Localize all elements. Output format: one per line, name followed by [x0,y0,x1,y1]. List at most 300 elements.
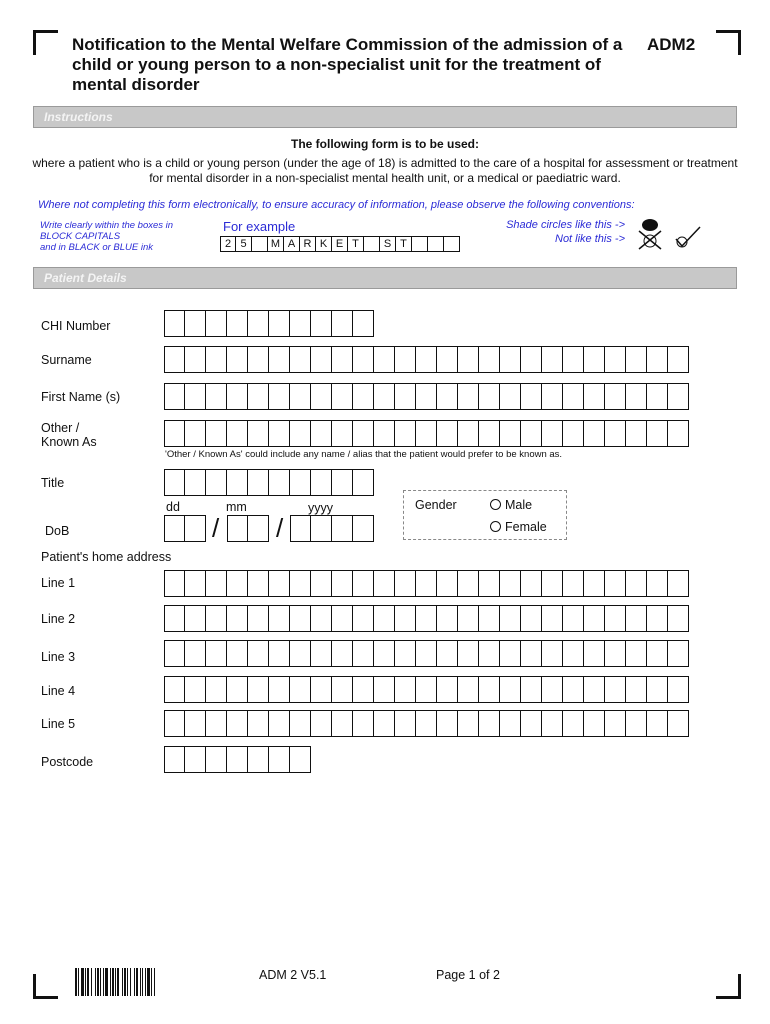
character-box[interactable] [416,570,437,597]
character-box[interactable] [185,420,206,447]
character-box[interactable] [353,346,374,373]
dob-day-field[interactable] [164,515,206,542]
character-box[interactable] [584,570,605,597]
character-box[interactable] [185,383,206,410]
title-field[interactable] [164,469,374,496]
character-box[interactable] [647,676,668,703]
character-box[interactable] [458,640,479,667]
character-box[interactable] [332,515,353,542]
character-box[interactable] [437,640,458,667]
other-known-as-field[interactable] [164,420,689,447]
character-box[interactable] [290,640,311,667]
character-box[interactable] [584,710,605,737]
character-box[interactable] [605,605,626,632]
character-box[interactable] [164,420,185,447]
character-box[interactable] [521,383,542,410]
character-box[interactable] [416,605,437,632]
character-box[interactable] [353,420,374,447]
character-box[interactable] [269,570,290,597]
character-box[interactable] [458,346,479,373]
example-character-box [444,236,460,252]
character-box[interactable] [563,346,584,373]
character-box[interactable] [416,676,437,703]
example-character-box: K [316,236,332,252]
character-box[interactable] [185,310,206,337]
postcode-label: Postcode [41,755,94,769]
character-box[interactable] [605,420,626,447]
character-box[interactable] [668,383,689,410]
character-box[interactable] [164,570,185,597]
barcode-bar [85,968,86,996]
character-box[interactable] [395,570,416,597]
character-box[interactable] [479,570,500,597]
character-box[interactable] [290,710,311,737]
character-box[interactable] [269,383,290,410]
character-box[interactable] [311,420,332,447]
gender-option-male[interactable] [490,498,532,512]
example-character-box: R [300,236,316,252]
form-title: Notification to the Mental Welfare Commission of the admission of a child or young person to a non-specialist unit for the treatment of mental disorder [72,35,623,94]
character-box[interactable] [626,420,647,447]
character-box[interactable] [500,383,521,410]
character-box[interactable] [290,383,311,410]
character-box[interactable] [437,383,458,410]
barcode-bar [134,968,135,996]
address-line-4-field[interactable] [164,676,689,703]
character-box[interactable] [500,570,521,597]
barcode-bar [124,968,126,996]
barcode-bar [147,968,150,996]
character-box[interactable] [563,605,584,632]
character-box[interactable] [563,676,584,703]
character-box[interactable] [647,640,668,667]
character-box[interactable] [521,420,542,447]
character-box[interactable] [500,676,521,703]
example-label: For example [223,219,296,234]
character-box[interactable] [668,420,689,447]
character-box[interactable] [374,710,395,737]
character-box[interactable] [227,676,248,703]
character-box[interactable] [248,746,269,773]
character-box[interactable] [353,469,374,496]
character-box[interactable] [206,469,227,496]
character-box[interactable] [164,746,185,773]
character-box[interactable] [164,515,185,542]
character-box[interactable] [395,676,416,703]
character-box[interactable] [164,310,185,337]
character-box[interactable] [647,570,668,597]
character-box[interactable] [605,570,626,597]
character-box[interactable] [290,515,311,542]
character-box[interactable] [248,710,269,737]
corner-mark-top-right [716,30,741,55]
character-box[interactable] [668,676,689,703]
example-character-box [252,236,268,252]
character-box[interactable] [563,383,584,410]
dob-month-field[interactable] [227,515,269,542]
character-box[interactable] [479,710,500,737]
character-box[interactable] [500,605,521,632]
character-box[interactable] [542,383,563,410]
character-box[interactable] [647,346,668,373]
instructions-section-band [33,106,737,128]
address-line-1-field[interactable] [164,570,689,597]
character-box[interactable] [248,383,269,410]
character-box[interactable] [437,676,458,703]
character-box[interactable] [458,710,479,737]
character-box[interactable] [605,640,626,667]
character-box[interactable] [227,420,248,447]
character-box[interactable] [248,469,269,496]
character-box[interactable] [626,710,647,737]
character-box[interactable] [332,346,353,373]
character-box[interactable] [248,515,269,542]
character-box[interactable] [227,469,248,496]
character-box[interactable] [269,310,290,337]
character-box[interactable] [332,310,353,337]
character-box[interactable] [626,640,647,667]
character-box[interactable] [164,676,185,703]
example-character-box: T [396,236,412,252]
character-box[interactable] [374,346,395,373]
barcode-bar [136,968,138,996]
character-box[interactable] [500,640,521,667]
write-clearly-line-1: Write clearly within the boxes in [40,220,174,231]
character-box[interactable] [626,605,647,632]
character-box[interactable] [227,605,248,632]
character-box[interactable] [164,346,185,373]
character-box[interactable] [563,640,584,667]
character-box[interactable] [479,640,500,667]
chi-number-field[interactable] [164,310,374,337]
character-box[interactable] [521,676,542,703]
character-box[interactable] [269,710,290,737]
character-box[interactable] [584,640,605,667]
character-box[interactable] [584,676,605,703]
character-box[interactable] [542,710,563,737]
character-box[interactable] [290,420,311,447]
character-box[interactable] [206,310,227,337]
character-box[interactable] [395,605,416,632]
character-box[interactable] [227,640,248,667]
character-box[interactable] [248,640,269,667]
character-box[interactable] [269,346,290,373]
character-box[interactable] [164,640,185,667]
character-box[interactable] [353,605,374,632]
character-box[interactable] [521,710,542,737]
character-box[interactable] [395,383,416,410]
character-box[interactable] [563,570,584,597]
character-box[interactable] [458,383,479,410]
character-box[interactable] [647,710,668,737]
character-box[interactable] [584,605,605,632]
character-box[interactable] [206,346,227,373]
character-box[interactable] [500,346,521,373]
character-box[interactable] [353,640,374,667]
barcode-bar [103,968,104,996]
character-box[interactable] [584,420,605,447]
character-box[interactable] [248,676,269,703]
instructions-body: where a patient who is a child or young person (under the age of 18) is admitted to the care of a hospital for assessment or treatment for mental disorder in a non-specialist mental health unit, or a medical or paediatric ward. [32,156,738,185]
postcode-field[interactable] [164,746,311,773]
character-box[interactable] [647,605,668,632]
character-box[interactable] [164,605,185,632]
address-line-2-field[interactable] [164,605,689,632]
dob-separator-2: / [276,513,284,543]
character-box[interactable] [227,570,248,597]
character-box[interactable] [416,346,437,373]
dob-year-field[interactable] [290,515,374,542]
barcode-bar [97,968,99,996]
character-box[interactable] [185,640,206,667]
character-box[interactable] [353,310,374,337]
character-box[interactable] [269,746,290,773]
character-box[interactable] [584,383,605,410]
character-box[interactable] [290,605,311,632]
character-box[interactable] [479,383,500,410]
character-box[interactable] [290,746,311,773]
other-known-as-label [41,421,97,449]
surname-field[interactable] [164,346,689,373]
character-box[interactable] [311,310,332,337]
character-box[interactable] [668,640,689,667]
character-box[interactable] [332,570,353,597]
character-box[interactable] [668,605,689,632]
gender-label: Gender [415,498,457,512]
character-box[interactable] [311,570,332,597]
barcode-bar [105,968,108,996]
character-box[interactable] [290,469,311,496]
example-character-box: T [348,236,364,252]
character-box[interactable] [542,676,563,703]
character-box[interactable] [227,310,248,337]
barcode-bar [154,968,155,996]
example-character-box: A [284,236,300,252]
dob-mm-hint: mm [226,500,247,514]
character-box[interactable] [437,570,458,597]
character-box[interactable] [164,383,185,410]
barcode-bar [130,968,131,996]
character-box[interactable] [395,640,416,667]
character-box[interactable] [374,570,395,597]
character-box[interactable] [332,710,353,737]
character-box[interactable] [311,515,332,542]
barcode-bar [110,968,111,996]
character-box[interactable] [227,746,248,773]
character-box[interactable] [542,346,563,373]
character-box[interactable] [332,383,353,410]
corner-mark-bottom-left [33,974,58,999]
character-box[interactable] [542,420,563,447]
address-line-4-label: Line 4 [41,684,76,698]
character-box[interactable] [290,570,311,597]
character-box[interactable] [668,346,689,373]
character-box[interactable] [332,469,353,496]
character-box[interactable] [416,420,437,447]
character-box[interactable] [395,420,416,447]
character-box[interactable] [542,605,563,632]
character-box[interactable] [416,640,437,667]
character-box[interactable] [269,420,290,447]
address-line-1-label: Line 1 [41,576,76,590]
barcode-bar [151,968,152,996]
character-box[interactable] [164,710,185,737]
barcode-bar [142,968,143,996]
address-line-5-field[interactable] [164,710,689,737]
character-box[interactable] [311,640,332,667]
character-box[interactable] [626,570,647,597]
instructions-heading: The following form is to be used: [291,137,479,151]
character-box[interactable] [353,710,374,737]
character-box[interactable] [353,676,374,703]
character-box[interactable] [185,515,206,542]
character-box[interactable] [668,710,689,737]
other-known-as-label-line-2: Known As [41,435,97,449]
corner-mark-top-left [33,30,58,55]
character-box[interactable] [290,346,311,373]
character-box[interactable] [353,570,374,597]
dob-separator-1: / [212,513,220,543]
character-box[interactable] [269,469,290,496]
character-box[interactable] [500,710,521,737]
example-character-box: S [380,236,396,252]
gender-option-female[interactable] [490,520,547,534]
character-box[interactable] [290,310,311,337]
character-box[interactable] [668,570,689,597]
character-box[interactable] [521,605,542,632]
character-box[interactable] [206,676,227,703]
character-box[interactable] [185,676,206,703]
address-line-2-label: Line 2 [41,612,76,626]
barcode-bar [127,968,128,996]
character-box[interactable] [248,605,269,632]
character-box[interactable] [353,383,374,410]
barcode-bar [87,968,89,996]
character-box[interactable] [458,570,479,597]
character-box[interactable] [248,420,269,447]
character-box[interactable] [311,605,332,632]
character-box[interactable] [479,346,500,373]
character-box[interactable] [416,710,437,737]
character-box[interactable] [206,570,227,597]
character-box[interactable] [437,710,458,737]
character-box[interactable] [626,346,647,373]
character-box[interactable] [479,676,500,703]
character-box[interactable] [437,346,458,373]
character-box[interactable] [290,676,311,703]
character-box[interactable] [437,605,458,632]
character-box[interactable] [605,710,626,737]
character-box[interactable] [311,676,332,703]
character-box[interactable] [521,346,542,373]
surname-label: Surname [41,353,92,367]
character-box[interactable] [647,383,668,410]
character-box[interactable] [626,676,647,703]
character-box[interactable] [647,420,668,447]
character-box[interactable] [563,710,584,737]
character-box[interactable] [395,710,416,737]
character-box[interactable] [458,605,479,632]
barcode-bar [112,968,114,996]
character-box[interactable] [185,469,206,496]
character-box[interactable] [185,710,206,737]
character-box[interactable] [332,640,353,667]
character-box[interactable] [605,676,626,703]
character-box[interactable] [185,605,206,632]
character-box[interactable] [227,515,248,542]
character-box[interactable] [437,420,458,447]
barcode-bar [91,968,92,996]
character-box[interactable] [458,420,479,447]
character-box[interactable] [248,570,269,597]
character-box[interactable] [185,346,206,373]
character-box[interactable] [248,310,269,337]
character-box[interactable] [542,640,563,667]
character-box[interactable] [185,746,206,773]
character-box[interactable] [227,346,248,373]
character-box[interactable] [458,676,479,703]
character-box[interactable] [206,383,227,410]
character-box[interactable] [374,420,395,447]
character-box[interactable] [521,640,542,667]
character-box[interactable] [269,676,290,703]
character-box[interactable] [584,346,605,373]
character-box[interactable] [416,383,437,410]
character-box[interactable] [206,640,227,667]
character-box[interactable] [332,420,353,447]
character-box[interactable] [626,383,647,410]
character-box[interactable] [311,346,332,373]
female-radio-icon[interactable] [490,521,501,532]
character-box[interactable] [605,383,626,410]
character-box[interactable] [206,710,227,737]
character-box[interactable] [521,570,542,597]
character-box[interactable] [479,605,500,632]
character-box[interactable] [311,383,332,410]
character-box[interactable] [227,383,248,410]
character-box[interactable] [311,469,332,496]
character-box[interactable] [206,420,227,447]
character-box[interactable] [311,710,332,737]
character-box[interactable] [206,746,227,773]
character-box[interactable] [374,383,395,410]
character-box[interactable] [353,515,374,542]
character-box[interactable] [269,605,290,632]
character-box[interactable] [605,346,626,373]
character-box[interactable] [374,676,395,703]
character-box[interactable] [374,605,395,632]
character-box[interactable] [374,640,395,667]
character-box[interactable] [164,469,185,496]
first-name-field[interactable] [164,383,689,410]
character-box[interactable] [206,605,227,632]
character-box[interactable] [332,676,353,703]
character-box[interactable] [227,710,248,737]
character-box[interactable] [395,346,416,373]
character-box[interactable] [542,570,563,597]
character-box[interactable] [185,570,206,597]
character-box[interactable] [248,346,269,373]
character-box[interactable] [500,420,521,447]
address-line-3-field[interactable] [164,640,689,667]
character-box[interactable] [332,605,353,632]
character-box[interactable] [269,640,290,667]
character-box[interactable] [563,420,584,447]
barcode-bar [75,968,77,996]
character-box[interactable] [479,420,500,447]
male-radio-icon[interactable] [490,499,501,510]
dob-label: DoB [45,524,70,538]
